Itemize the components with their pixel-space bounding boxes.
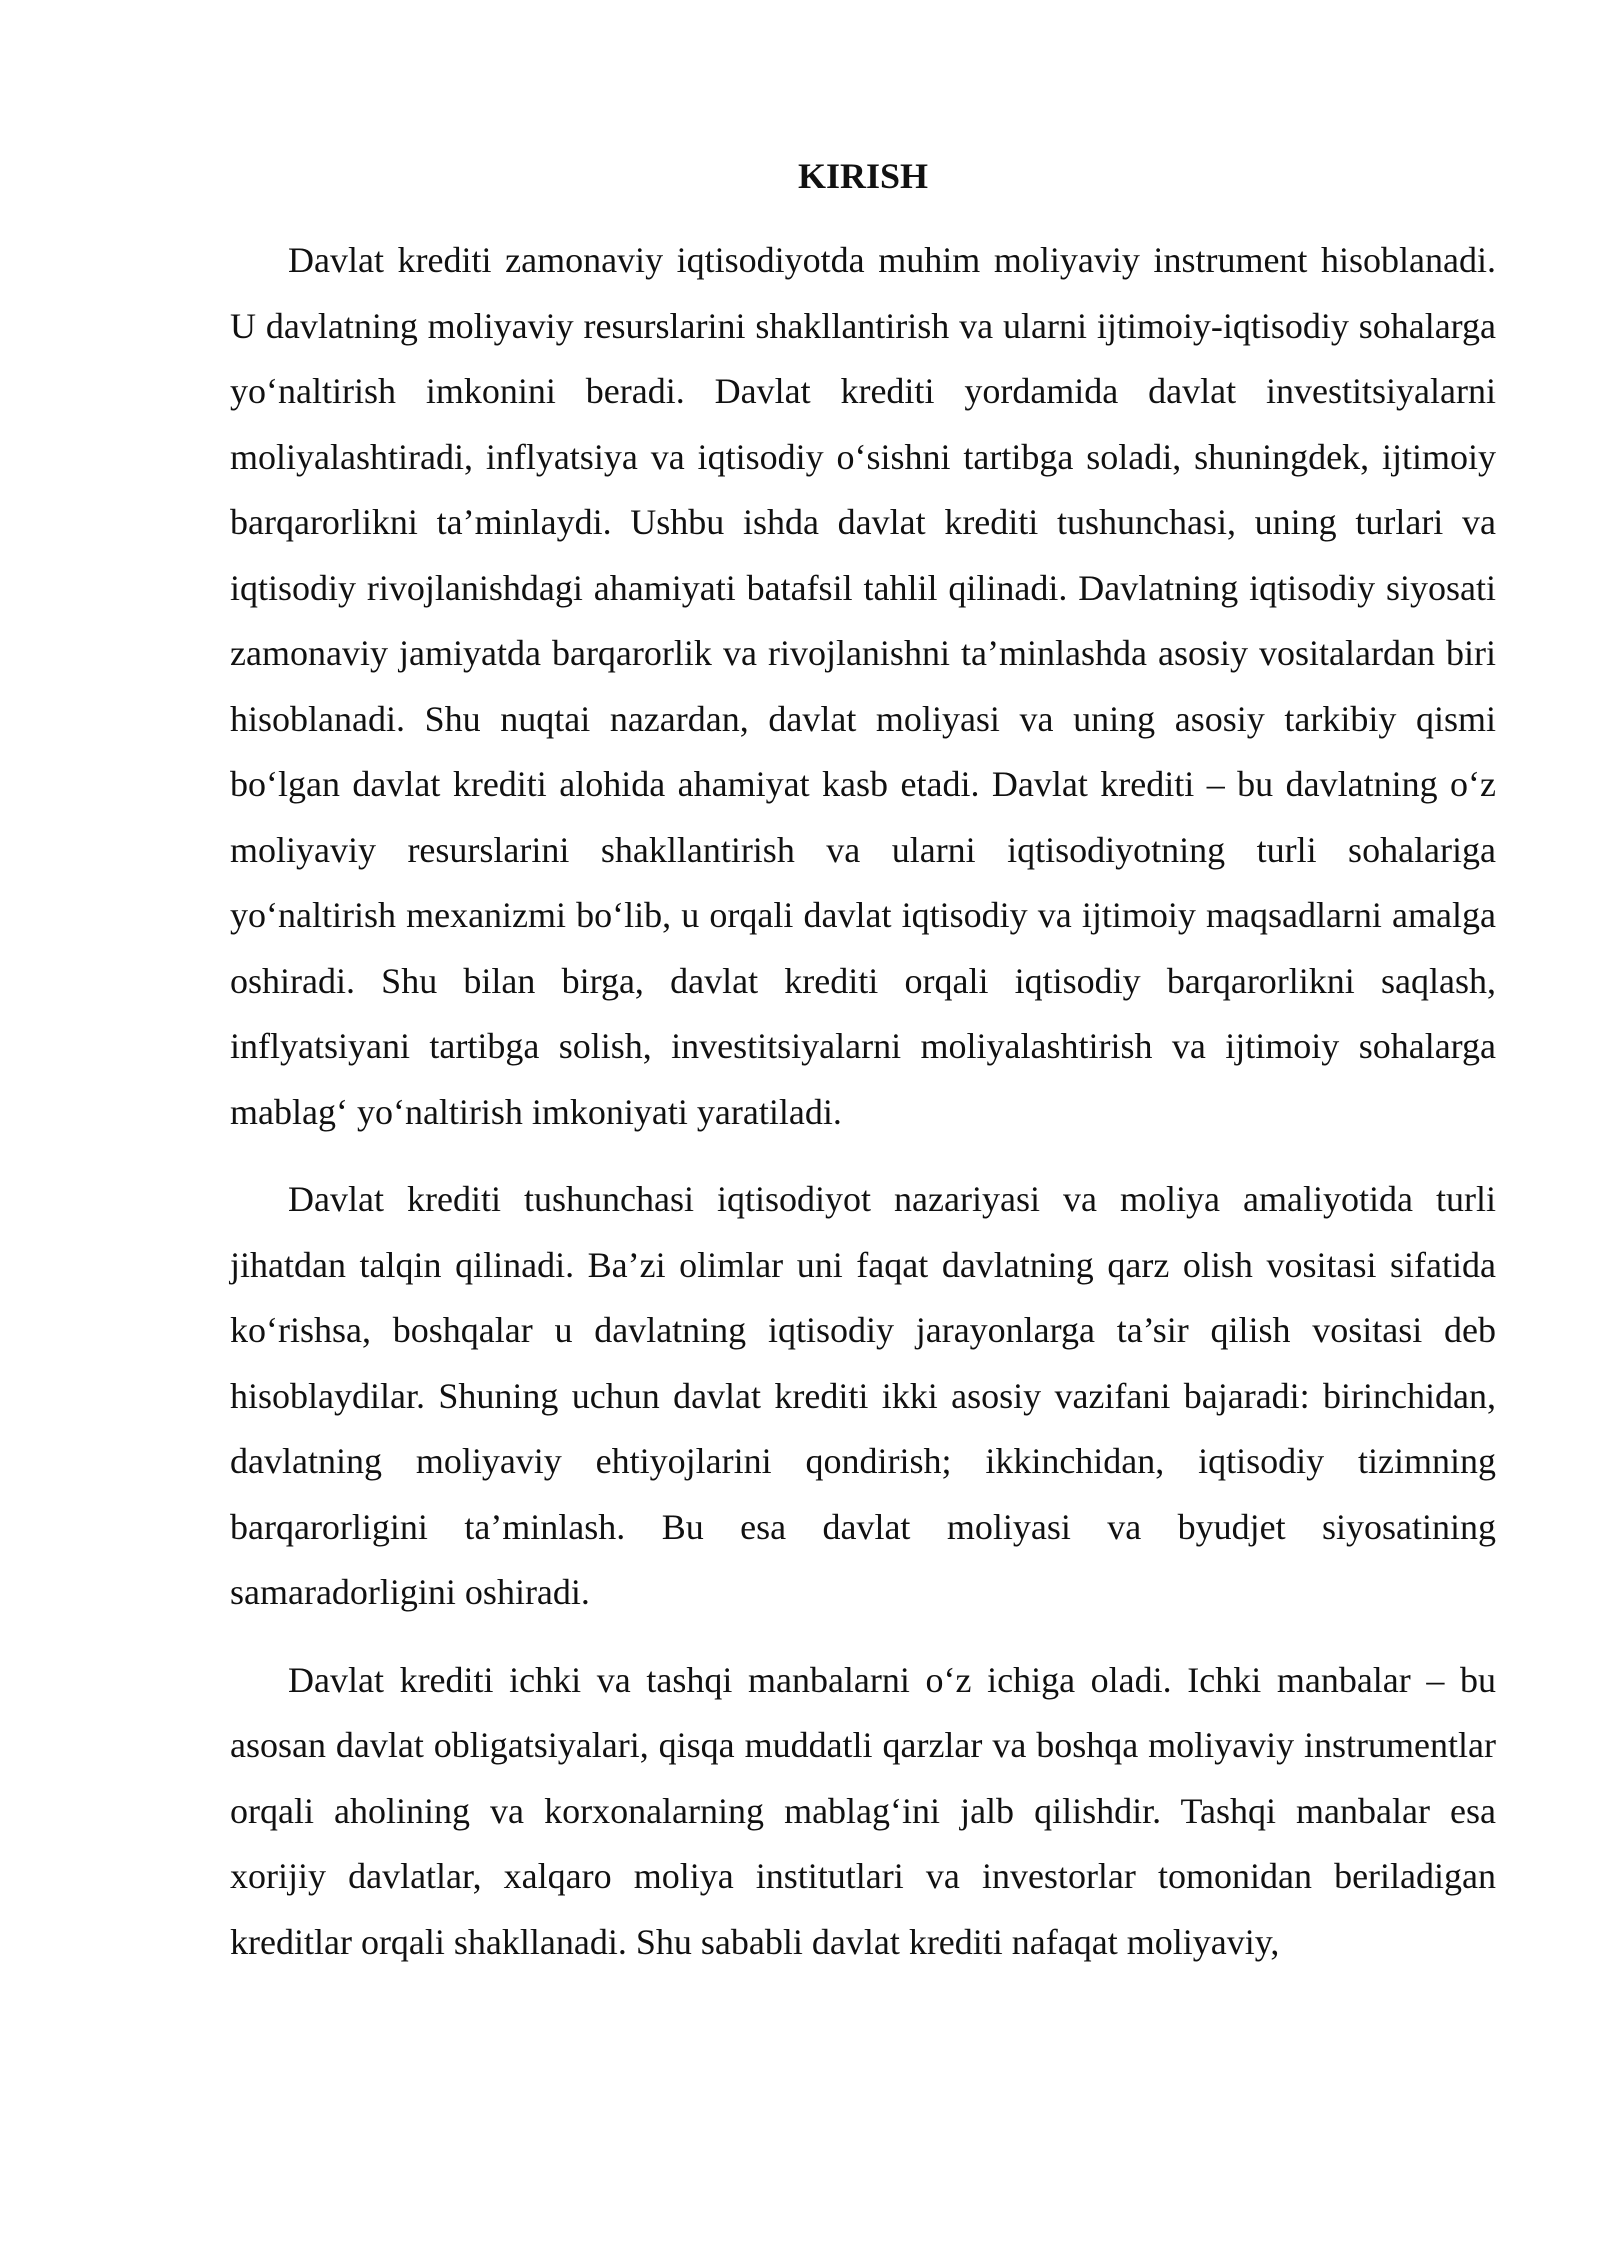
section-heading: KIRISH [797, 156, 929, 196]
paragraph-3: Davlat krediti ichki va tashqi manbalarni o‘z ichiga oladi. Ichki manbalar – bu asosan davlat obligatsiyalari, qisqa muddatli qarzlar va boshqa moliyaviy instrumentlar orqali aholining va korxonalarning mablag‘ini jalb qilishdir. Tashqi manbalar esa xorijiy davlatlar, xalqaro moliya institutlari va investorlar tomonidan beriladigan kreditlar orqali shakllanadi. Shu sababli davlat krediti nafaqat moliyaviy, [230, 1659, 1496, 1962]
paragraph-1: Davlat krediti zamonaviy iqtisodiyotda muhim moliyaviy instrument hisoblanadi. U davlatning moliyaviy resurslarini shakllantirish va ularni ijtimoiy-iqtisodiy sohalarga yo‘naltirish imkonini beradi. Davlat krediti yordamida davlat investitsiyalarni moliyalashtiradi, inflyatsiya va iqtisodiy o‘sishni tartibga soladi, shuningdek, ijtimoiy barqarorlikni ta’minlaydi. Ushbu ishda davlat krediti tushunchasi, uning turlari va iqtisodiy rivojlanishdagi ahamiyati batafsil tahlil qilinadi. Davlatning iqtisodiy siyosati zamonaviy jamiyatda barqarorlik va rivojlanishni ta’minlashda asosiy vositalardan biri hisoblanadi. Shu nuqtai nazardan, davlat moliyasi va uning asosiy tarkibiy qismi bo‘lgan davlat krediti alohida ahamiyat kasb etadi. Davlat krediti – bu davlatning o‘z moliyaviy resurslarini shakllantirish va ularni iqtisodiyotning turli sohalariga yo‘naltirish mexanizmi bo‘lib, u orqali davlat iqtisodiy va ijtimoiy maqsadlarni amalga oshiradi. Shu bilan birga, davlat krediti orqali iqtisodiy barqarorlikni saqlash, inflyatsiyani tartibga solish, investitsiyalarni moliyalashtirish va ijtimoiy sohalarga mablag‘ yo‘naltirish imkoniyati yaratiladi. [230, 240, 1496, 1132]
paragraph-2: Davlat krediti tushunchasi iqtisodiyot nazariyasi va moliya amaliyotida turli jihatdan talqin qilinadi. Ba’zi olimlar uni faqat davlatning qarz olish vositasi sifatida ko‘rishsa, boshqalar u davlatning iqtisodiy jarayonlarga ta’sir qilish vositasi deb hisoblaydilar. Shuning uchun davlat krediti ikki asosiy vazifani bajaradi: birinchidan, davlatning moliyaviy ehtiyojlarini qondirish; ikkinchidan, iqtisodiy tizimning barqarorligini ta’minlash. Bu esa davlat moliyasi va byudjet siyosatining samaradorligini oshiradi. [230, 1179, 1496, 1612]
document-body [230, 228, 1496, 1997]
